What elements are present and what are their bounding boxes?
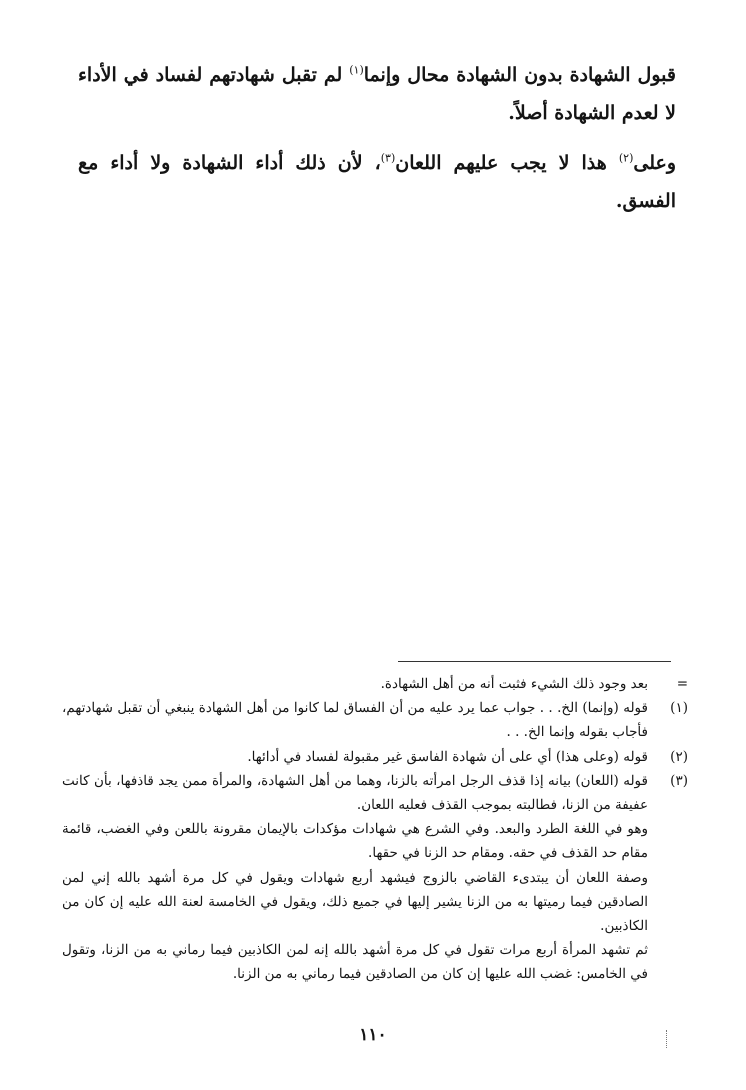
page-number: ١١٠ [359,1025,387,1045]
footnote-1 [62,696,688,744]
footnote-text: قوله (وعلى هذا) أي على أن شهادة الفاسق غير مقبولة لفساد في أدائها. [247,748,648,765]
footnote-ref-2[interactable]: (٢) [618,151,634,165]
footnotes [62,672,688,987]
footnote-3-paragraph [62,866,688,939]
footnote-3-paragraph [62,817,688,865]
scan-edge-mark [666,1030,668,1048]
footnote-3 [62,769,688,817]
footnote-number: = [676,676,688,692]
main-text [78,56,676,232]
footnote-text: قوله (وإنما) الخ. . . جواب عما يرد عليه من أن الفساق لما كانوا من أهل الشهادة ينبغي أن تقبل شهادتهم، فأجاب بقوله وإنما الخ. . . [62,700,648,741]
paragraph-1 [78,56,676,132]
footnote-2 [62,745,688,769]
footnote-3-paragraph [62,938,688,986]
text-run: قبول الشهادة بدون الشهادة محال وإنما [363,64,676,86]
text-run: ، لأن ذلك أداء الشهادة ولا أداء مع الفسق. [78,152,676,212]
paragraph-2 [78,144,676,220]
footnote-text: وصفة اللعان أن يبتدىء القاضي بالزوج فيشهد أربع شهادات ويقول في كل مرة أشهد بالله إني لمن الصادقين فيما رميتها به من الزنا يشير إليها في جميع ذلك، ويقول في الخامسة لعنة الله عليه إن كان من الكاذبين. [62,869,648,935]
footnote-divider [398,661,671,662]
footnote-number: (٢) [670,748,688,765]
footnote-ref-3[interactable]: (٣) [380,151,396,165]
footnote-continuation [62,672,688,696]
footnote-number: (١) [670,700,688,717]
text-run: لم تقبل شهادتهم لفساد في الأداء لا لعدم الشهادة أصلاً. [78,64,676,124]
footnote-text: بعد وجود ذلك الشيء فثبت أنه من أهل الشهادة. [380,676,648,692]
text-run: هذا لا يجب عليهم اللعان [395,152,619,174]
footnote-text: ثم تشهد المرأة أربع مرات تقول في كل مرة أشهد بالله إنه لمن الكاذبين فيما رماني به من الزنا، وتقول في الخامس: غضب الله عليها إن كان من الصادقين فيما رماني به من الزنا. [62,942,648,983]
footnote-text: قوله (اللعان) بيانه إذا قذف الرجل امرأته بالزنا، وهما من أهل الشهادة، والمرأة ممن يجد قاذفها، بأن كانت عفيفة من الزنا، فطالبته بموجب القذف فعليه اللعان. [62,772,648,814]
footnote-number: (٣) [670,772,688,789]
footnote-text: وهو في اللغة الطرد والبعد. وفي الشرع هي شهادات مؤكدات بالإيمان مقرونة باللعن وفي الغضب، قائمة مقام حد القذف في حقه. ومقام حد الزنا في حقها. [62,821,648,862]
footnote-ref-1[interactable]: (١) [349,63,364,77]
text-run: وعلى [633,152,676,174]
